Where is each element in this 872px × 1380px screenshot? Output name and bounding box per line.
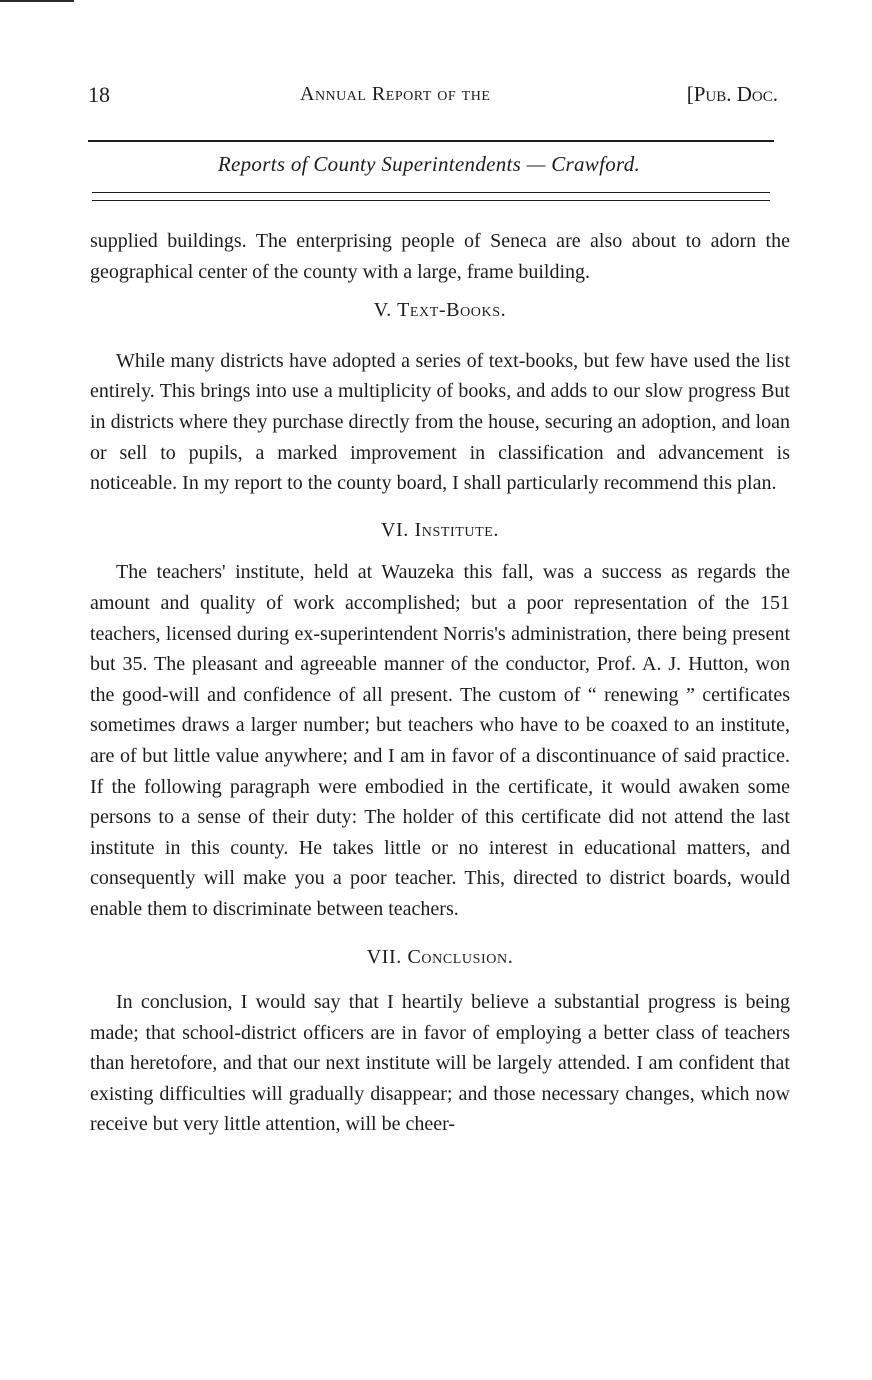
paragraph-continuation: supplied buildings. The enterprising people of Seneca are also about to adorn the geographical center of the county with a large, frame building. (90, 230, 790, 283)
running-title: Annual Report of the (300, 83, 491, 105)
heading-institute: VI. Institute. (380, 518, 500, 541)
header-rule (88, 140, 774, 142)
running-doc-label: [Pub. Doc. (686, 82, 778, 106)
section-subtitle: Reports of County Superintendents — Crawford. (217, 152, 641, 176)
heading-text-books: V. Text-Books. (373, 299, 507, 322)
page-header (88, 82, 778, 112)
body-text (90, 226, 790, 1140)
heading-conclusion: VII. Conclusion. (366, 946, 514, 969)
subtitle-rule (92, 192, 770, 193)
paragraph-text-books: While many districts have adopted a series of text-books, but few have used the list entirely. This brings into use a multiplicity of books, and adds to our slow progress But in districts where they purchase directly from the house, securing an adoption, and loan or sell to pupils, a marked improvement in classification and advancement is noticeable. In my report to the county board, I shall particularly recommend this plan. (90, 349, 790, 495)
subtitle-rule-lower (92, 200, 770, 201)
page-number: 18 (88, 82, 110, 107)
paragraph-conclusion: In conclusion, I would say that I heartily believe a substantial progress is being made; that school-district officers are in favor of employing a better class of teachers than heretofore, and that our next institute will be largely attended. I am confident that existing difficulties will gradually disappear; and those necessary changes, which now receive but very little attention, will be cheer- (90, 991, 790, 1136)
paragraph-institute: The teachers' institute, held at Wauzeka this fall, was a success as regards the amount and quality of work accomplished; but a poor representation of the 151 teachers, licensed during ex-superintendent Norris's administration, there being present but 35. The pleasant and agreeable manner of the conductor, Prof. A. J. Hutton, won the good-will and confidence of all present. The custom of “ renewing ” certificates sometimes draws a larger number; but teachers who have to be coaxed to an institute, are of but little value anywhere; and I am in favor of a discontinuance of said practice. If the following paragraph were embodied in the certificate, it would awaken some persons to a sense of their duty: The holder of this certificate did not attend the last institute in this county. He takes little or no interest in educational matters, and consequently will make you a poor teacher. This, directed to district boards, would enable them to discriminate between teachers. (90, 561, 790, 920)
top-edge-mark (0, 0, 74, 2)
